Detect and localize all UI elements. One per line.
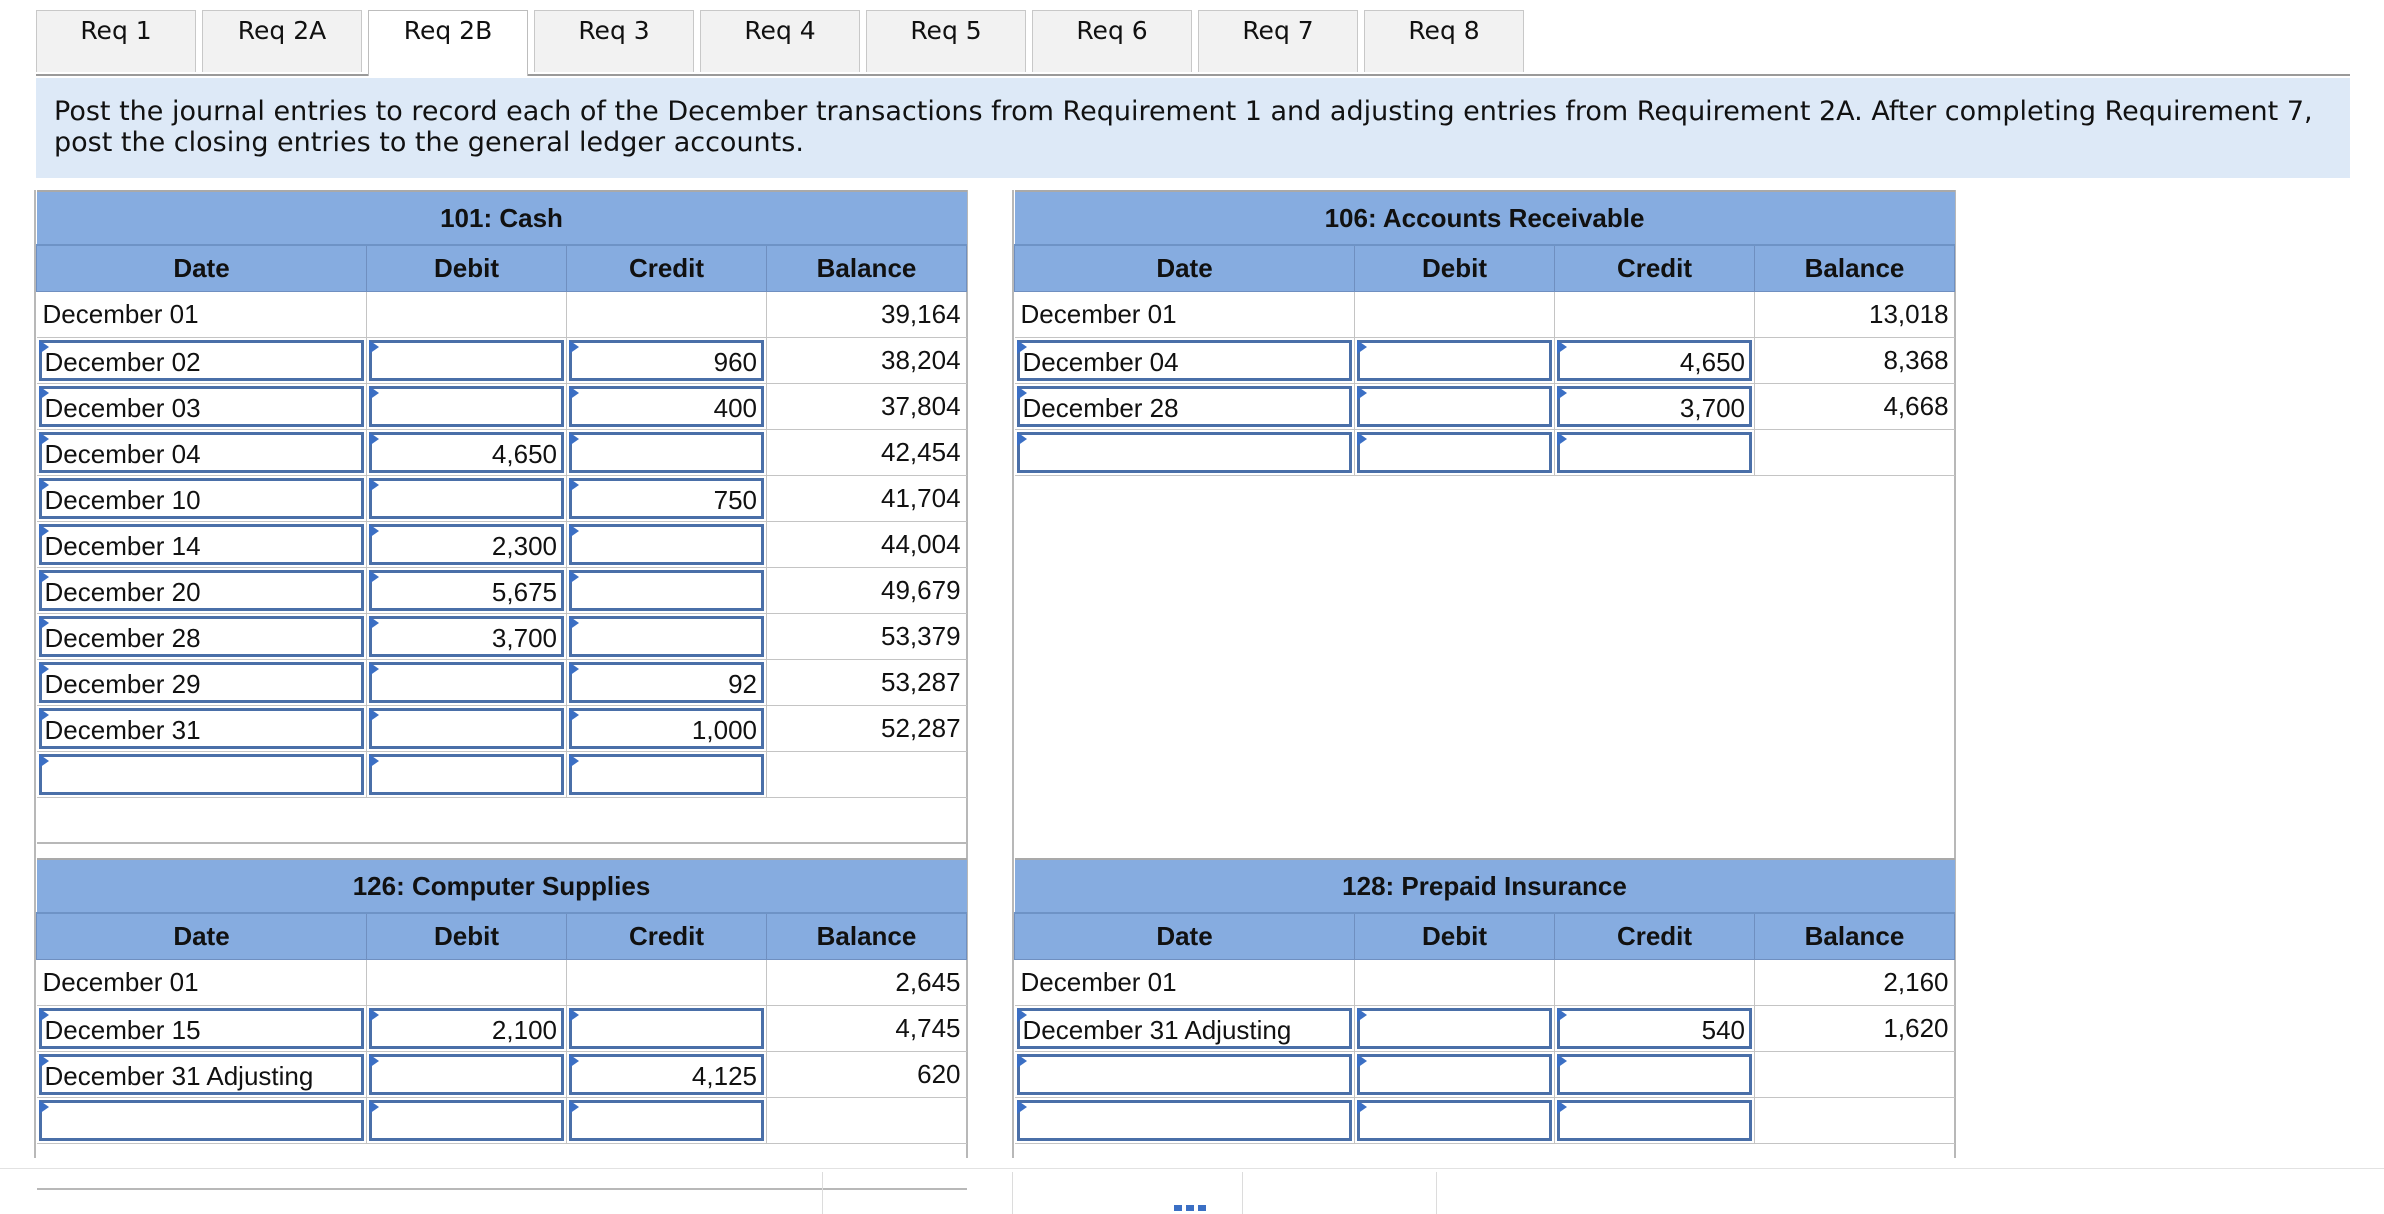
debit-cell	[367, 1097, 567, 1143]
debit-input[interactable]	[1357, 340, 1552, 381]
date-input[interactable]	[1017, 386, 1353, 427]
credit-cell	[567, 659, 767, 705]
balance-cell: 53,287	[767, 659, 967, 705]
account-title: 128: Prepaid Insurance	[1015, 859, 1955, 913]
credit-cell	[1555, 1051, 1755, 1097]
date-cell: December 01	[1015, 959, 1355, 1005]
ledger-row	[37, 1097, 967, 1143]
debit-cell	[367, 429, 567, 475]
debit-input[interactable]	[369, 1008, 564, 1049]
debit-cell	[1355, 1005, 1555, 1051]
credit-value: 1,000	[691, 714, 757, 745]
debit-cell	[367, 291, 567, 337]
credit-input[interactable]	[569, 432, 764, 473]
credit-value: 4,650	[1679, 346, 1745, 377]
date-value: December 03	[44, 392, 201, 423]
balance-cell: 4,745	[767, 1005, 967, 1051]
column-header-balance: Balance	[767, 245, 967, 291]
column-header-credit: Credit	[567, 245, 767, 291]
debit-input[interactable]	[1357, 1008, 1552, 1049]
date-value: December 31	[44, 714, 201, 745]
column-header-debit: Debit	[1355, 245, 1555, 291]
date-input[interactable]	[1017, 1100, 1353, 1141]
column-header-credit: Credit	[567, 913, 767, 959]
credit-cell	[567, 383, 767, 429]
ledger-row	[37, 959, 967, 1005]
tab-req-2a[interactable]: Req 2A	[202, 10, 362, 72]
credit-cell	[567, 521, 767, 567]
date-cell	[1015, 1097, 1355, 1143]
date-value: December 31 Adjusting	[44, 1060, 314, 1091]
dropdown-flag-icon	[39, 754, 49, 768]
account-title: 126: Computer Supplies	[37, 859, 967, 913]
debit-input[interactable]	[369, 386, 564, 427]
date-input[interactable]	[1017, 1054, 1353, 1095]
date-cell	[1015, 383, 1355, 429]
balance-cell: 620	[767, 1051, 967, 1097]
dropdown-flag-icon	[1557, 1054, 1567, 1068]
dropdown-flag-icon	[1357, 1054, 1367, 1068]
credit-input[interactable]	[569, 340, 764, 381]
dropdown-flag-icon	[369, 340, 379, 354]
ledger-prepaid-insurance	[1012, 858, 1956, 1158]
debit-input[interactable]	[369, 754, 564, 795]
ledger-accounts-receivable	[1012, 190, 1956, 858]
debit-value: 4,650	[491, 438, 557, 469]
column-header-debit: Debit	[367, 913, 567, 959]
credit-input[interactable]	[1557, 432, 1752, 473]
debit-cell	[367, 613, 567, 659]
credit-cell	[567, 429, 767, 475]
date-cell	[37, 337, 367, 383]
tab-req-4[interactable]: Req 4	[700, 10, 860, 72]
debit-input[interactable]	[369, 478, 564, 519]
dropdown-flag-icon	[369, 432, 379, 446]
balance-cell: 37,804	[767, 383, 967, 429]
footer-divider	[1012, 1172, 1013, 1214]
debit-input[interactable]	[369, 662, 564, 703]
credit-cell	[1555, 291, 1755, 337]
date-cell	[37, 383, 367, 429]
requirement-tabs	[36, 10, 2374, 74]
balance-cell: 39,164	[767, 291, 967, 337]
credit-cell	[1555, 1097, 1755, 1143]
date-input[interactable]	[39, 386, 365, 427]
balance-cell: 1,620	[1755, 1005, 1955, 1051]
debit-cell	[1355, 291, 1555, 337]
date-input[interactable]	[39, 708, 365, 749]
credit-value: 540	[1701, 1014, 1745, 1045]
credit-input[interactable]	[569, 616, 764, 657]
ledger-row	[37, 613, 967, 659]
ledger-row	[1015, 1097, 1955, 1143]
dropdown-flag-icon	[369, 708, 379, 722]
debit-input[interactable]	[369, 340, 564, 381]
ledger-table	[36, 858, 967, 1190]
credit-value: 92	[728, 668, 757, 699]
balance-cell	[1755, 1097, 1955, 1143]
debit-cell	[1355, 337, 1555, 383]
dropdown-flag-icon	[1357, 386, 1367, 400]
credit-value: 3,700	[1679, 392, 1745, 423]
balance-cell: 2,160	[1755, 959, 1955, 1005]
date-value: December 15	[44, 1014, 201, 1045]
balance-cell: 38,204	[767, 337, 967, 383]
debit-input[interactable]	[1357, 386, 1552, 427]
column-header-credit: Credit	[1555, 245, 1755, 291]
date-cell	[37, 475, 367, 521]
credit-input[interactable]	[569, 1008, 764, 1049]
dropdown-flag-icon	[569, 386, 579, 400]
debit-cell	[1355, 383, 1555, 429]
debit-cell	[367, 383, 567, 429]
dropdown-flag-icon	[569, 1008, 579, 1022]
footer-divider	[1242, 1172, 1243, 1214]
date-value: December 10	[44, 484, 201, 515]
tab-req-1[interactable]: Req 1	[36, 10, 196, 72]
date-input[interactable]	[1017, 340, 1353, 381]
date-value: December 31 Adjusting	[1022, 1014, 1292, 1045]
dropdown-flag-icon	[1557, 386, 1567, 400]
credit-input[interactable]	[569, 1054, 764, 1095]
date-cell	[1015, 1005, 1355, 1051]
date-cell	[37, 705, 367, 751]
ledger-row	[1015, 337, 1955, 383]
dropdown-flag-icon	[369, 616, 379, 630]
column-header-balance: Balance	[1755, 245, 1955, 291]
date-cell	[37, 751, 367, 797]
date-cell	[1015, 337, 1355, 383]
date-cell	[37, 1051, 367, 1097]
credit-input[interactable]	[569, 754, 764, 795]
dropdown-flag-icon	[1017, 432, 1027, 446]
column-header-date: Date	[37, 913, 367, 959]
balance-cell	[767, 751, 967, 797]
credit-cell	[567, 1051, 767, 1097]
dropdown-flag-icon	[1557, 340, 1567, 354]
credit-input[interactable]	[569, 386, 764, 427]
date-cell	[37, 567, 367, 613]
date-cell: December 01	[37, 959, 367, 1005]
credit-input[interactable]	[569, 524, 764, 565]
ledger-row	[1015, 429, 1955, 475]
date-cell	[37, 521, 367, 567]
dropdown-flag-icon	[369, 524, 379, 538]
debit-input[interactable]	[1357, 1100, 1552, 1141]
credit-cell	[567, 291, 767, 337]
ledger-row	[1015, 959, 1955, 1005]
balance-cell	[1755, 429, 1955, 475]
tab-req-3[interactable]: Req 3	[534, 10, 694, 72]
dropdown-flag-icon	[569, 570, 579, 584]
ledger-computer-supplies	[34, 858, 968, 1158]
debit-cell	[1355, 1097, 1555, 1143]
date-input[interactable]	[1017, 1008, 1353, 1049]
date-cell	[37, 429, 367, 475]
dropdown-flag-icon	[1557, 432, 1567, 446]
date-input[interactable]	[39, 524, 365, 565]
credit-input[interactable]	[1557, 1100, 1752, 1141]
date-value: December 28	[44, 622, 201, 653]
balance-cell: 52,287	[767, 705, 967, 751]
empty-row	[37, 797, 967, 843]
footer-divider	[1436, 1172, 1437, 1214]
dropdown-flag-icon	[1557, 1008, 1567, 1022]
date-input[interactable]	[39, 432, 365, 473]
credit-cell	[567, 1005, 767, 1051]
debit-cell	[1355, 959, 1555, 1005]
credit-input[interactable]	[569, 1100, 764, 1141]
date-input[interactable]	[39, 662, 365, 703]
debit-value: 2,100	[491, 1014, 557, 1045]
account-title: 101: Cash	[37, 191, 967, 245]
credit-cell	[567, 959, 767, 1005]
ledger-row	[37, 751, 967, 797]
date-cell: December 01	[1015, 291, 1355, 337]
debit-cell	[367, 475, 567, 521]
tab-req-8[interactable]: Req 8	[1364, 10, 1524, 72]
credit-input[interactable]	[1557, 386, 1752, 427]
balance-cell: 4,668	[1755, 383, 1955, 429]
ledger-row	[37, 521, 967, 567]
debit-cell	[367, 337, 567, 383]
ledger-row	[1015, 1005, 1955, 1051]
dropdown-flag-icon	[569, 524, 579, 538]
credit-cell	[1555, 959, 1755, 1005]
footer-divider	[822, 1172, 823, 1214]
dropdown-flag-icon	[569, 1100, 579, 1114]
balance-cell: 2,645	[767, 959, 967, 1005]
dropdown-flag-icon	[569, 478, 579, 492]
dropdown-flag-icon	[369, 1100, 379, 1114]
credit-cell	[567, 475, 767, 521]
date-cell	[37, 1005, 367, 1051]
tab-req-7[interactable]: Req 7	[1198, 10, 1358, 72]
balance-cell: 8,368	[1755, 337, 1955, 383]
debit-cell	[367, 1005, 567, 1051]
date-input[interactable]	[39, 1100, 365, 1141]
credit-cell	[567, 705, 767, 751]
balance-cell: 13,018	[1755, 291, 1955, 337]
date-value: December 29	[44, 668, 201, 699]
dropdown-flag-icon	[369, 478, 379, 492]
ledger-row	[37, 429, 967, 475]
ledger-row	[1015, 383, 1955, 429]
dropdown-flag-icon	[1357, 432, 1367, 446]
credit-value: 960	[713, 346, 757, 377]
more-dots-icon[interactable]	[1174, 1205, 1210, 1211]
column-header-balance: Balance	[1755, 913, 1955, 959]
debit-value: 2,300	[491, 530, 557, 561]
debit-cell	[367, 705, 567, 751]
ledger-row-spacer	[37, 1143, 967, 1189]
debit-cell	[1355, 1051, 1555, 1097]
column-header-date: Date	[1015, 913, 1355, 959]
debit-input[interactable]	[369, 570, 564, 611]
debit-cell	[367, 751, 567, 797]
date-value: December 04	[1022, 346, 1179, 377]
column-header-date: Date	[37, 245, 367, 291]
date-input[interactable]	[1017, 432, 1353, 473]
dropdown-flag-icon	[369, 1054, 379, 1068]
debit-cell	[367, 567, 567, 613]
dropdown-flag-icon	[369, 570, 379, 584]
date-input[interactable]	[39, 754, 365, 795]
dropdown-flag-icon	[569, 432, 579, 446]
dropdown-flag-icon	[569, 340, 579, 354]
ledger-row	[37, 659, 967, 705]
dropdown-flag-icon	[369, 754, 379, 768]
dropdown-flag-icon	[369, 1008, 379, 1022]
dropdown-flag-icon	[39, 1100, 49, 1114]
credit-cell	[1555, 429, 1755, 475]
dropdown-flag-icon	[1357, 1100, 1367, 1114]
empty-row	[37, 1143, 967, 1189]
date-input[interactable]	[39, 478, 365, 519]
ledger-row	[37, 291, 967, 337]
dropdown-flag-icon	[1357, 340, 1367, 354]
date-input[interactable]	[39, 570, 365, 611]
ledger-row	[37, 1051, 967, 1097]
date-cell: December 01	[37, 291, 367, 337]
ledger-table	[1014, 858, 1955, 1144]
account-title: 106: Accounts Receivable	[1015, 191, 1955, 245]
credit-input[interactable]	[1557, 1008, 1752, 1049]
credit-cell	[567, 751, 767, 797]
credit-value: 4,125	[691, 1060, 757, 1091]
credit-cell	[567, 613, 767, 659]
column-header-debit: Debit	[1355, 913, 1555, 959]
debit-cell	[367, 659, 567, 705]
date-input[interactable]	[39, 1008, 365, 1049]
credit-input[interactable]	[569, 662, 764, 703]
debit-input[interactable]	[369, 1054, 564, 1095]
date-cell	[37, 613, 367, 659]
credit-cell	[1555, 1005, 1755, 1051]
footer-divider	[0, 1168, 2384, 1169]
dropdown-flag-icon	[1557, 1100, 1567, 1114]
ledger-row	[37, 383, 967, 429]
credit-input[interactable]	[569, 570, 764, 611]
credit-input[interactable]	[569, 708, 764, 749]
dropdown-flag-icon	[1017, 1100, 1027, 1114]
date-value: December 04	[44, 438, 201, 469]
credit-value: 750	[713, 484, 757, 515]
debit-cell	[367, 1051, 567, 1097]
column-header-balance: Balance	[767, 913, 967, 959]
date-cell	[1015, 429, 1355, 475]
balance-cell: 42,454	[767, 429, 967, 475]
debit-value: 5,675	[491, 576, 557, 607]
ledger-row	[1015, 1051, 1955, 1097]
ledger-row	[37, 705, 967, 751]
ledger-table	[1014, 190, 1955, 476]
debit-input[interactable]	[369, 1100, 564, 1141]
date-input[interactable]	[39, 340, 365, 381]
balance-cell	[1755, 1051, 1955, 1097]
date-cell	[1015, 1051, 1355, 1097]
debit-cell	[1355, 429, 1555, 475]
ledger-row	[37, 1005, 967, 1051]
date-value: December 20	[44, 576, 201, 607]
balance-cell: 44,004	[767, 521, 967, 567]
date-input[interactable]	[39, 1054, 365, 1095]
tab-req-2b[interactable]: Req 2B	[368, 10, 528, 76]
balance-cell: 53,379	[767, 613, 967, 659]
debit-value: 3,700	[491, 622, 557, 653]
balance-cell: 49,679	[767, 567, 967, 613]
credit-input[interactable]	[1557, 340, 1752, 381]
date-cell	[37, 1097, 367, 1143]
credit-cell	[1555, 383, 1755, 429]
credit-cell	[1555, 337, 1755, 383]
tab-req-6[interactable]: Req 6	[1032, 10, 1192, 72]
debit-input[interactable]	[369, 616, 564, 657]
column-header-credit: Credit	[1555, 913, 1755, 959]
credit-input[interactable]	[569, 478, 764, 519]
date-value: December 28	[1022, 392, 1179, 423]
ledger-row	[37, 475, 967, 521]
tab-req-5[interactable]: Req 5	[866, 10, 1026, 72]
column-header-date: Date	[1015, 245, 1355, 291]
ledger-row	[1015, 291, 1955, 337]
debit-cell	[367, 521, 567, 567]
date-value: December 14	[44, 530, 201, 561]
dropdown-flag-icon	[1357, 1008, 1367, 1022]
dropdown-flag-icon	[569, 616, 579, 630]
credit-cell	[567, 337, 767, 383]
credit-cell	[567, 567, 767, 613]
credit-cell	[567, 1097, 767, 1143]
debit-input[interactable]	[369, 708, 564, 749]
credit-value: 400	[713, 392, 757, 423]
dropdown-flag-icon	[569, 1054, 579, 1068]
date-cell	[37, 659, 367, 705]
debit-input[interactable]	[369, 524, 564, 565]
ledger-table	[36, 190, 967, 844]
debit-input[interactable]	[1357, 432, 1552, 473]
balance-cell: 41,704	[767, 475, 967, 521]
dropdown-flag-icon	[369, 662, 379, 676]
instructions-text: Post the journal entries to record each of the December transactions from Requirement 1 and adjusting entries from Requirement 2A. After completing Requirement 7, post the closing entries to the general ledger accounts.	[36, 78, 2350, 178]
balance-cell	[767, 1097, 967, 1143]
dropdown-flag-icon	[569, 662, 579, 676]
date-value: December 02	[44, 346, 201, 377]
dropdown-flag-icon	[1017, 1054, 1027, 1068]
dropdown-flag-icon	[569, 708, 579, 722]
column-header-debit: Debit	[367, 245, 567, 291]
debit-cell	[367, 959, 567, 1005]
credit-input[interactable]	[1557, 1054, 1752, 1095]
ledger-row	[37, 337, 967, 383]
date-input[interactable]	[39, 616, 365, 657]
dropdown-flag-icon	[369, 386, 379, 400]
dropdown-flag-icon	[569, 754, 579, 768]
ledger-row-spacer	[37, 797, 967, 843]
debit-input[interactable]	[1357, 1054, 1552, 1095]
ledger-row	[37, 567, 967, 613]
debit-input[interactable]	[369, 432, 564, 473]
